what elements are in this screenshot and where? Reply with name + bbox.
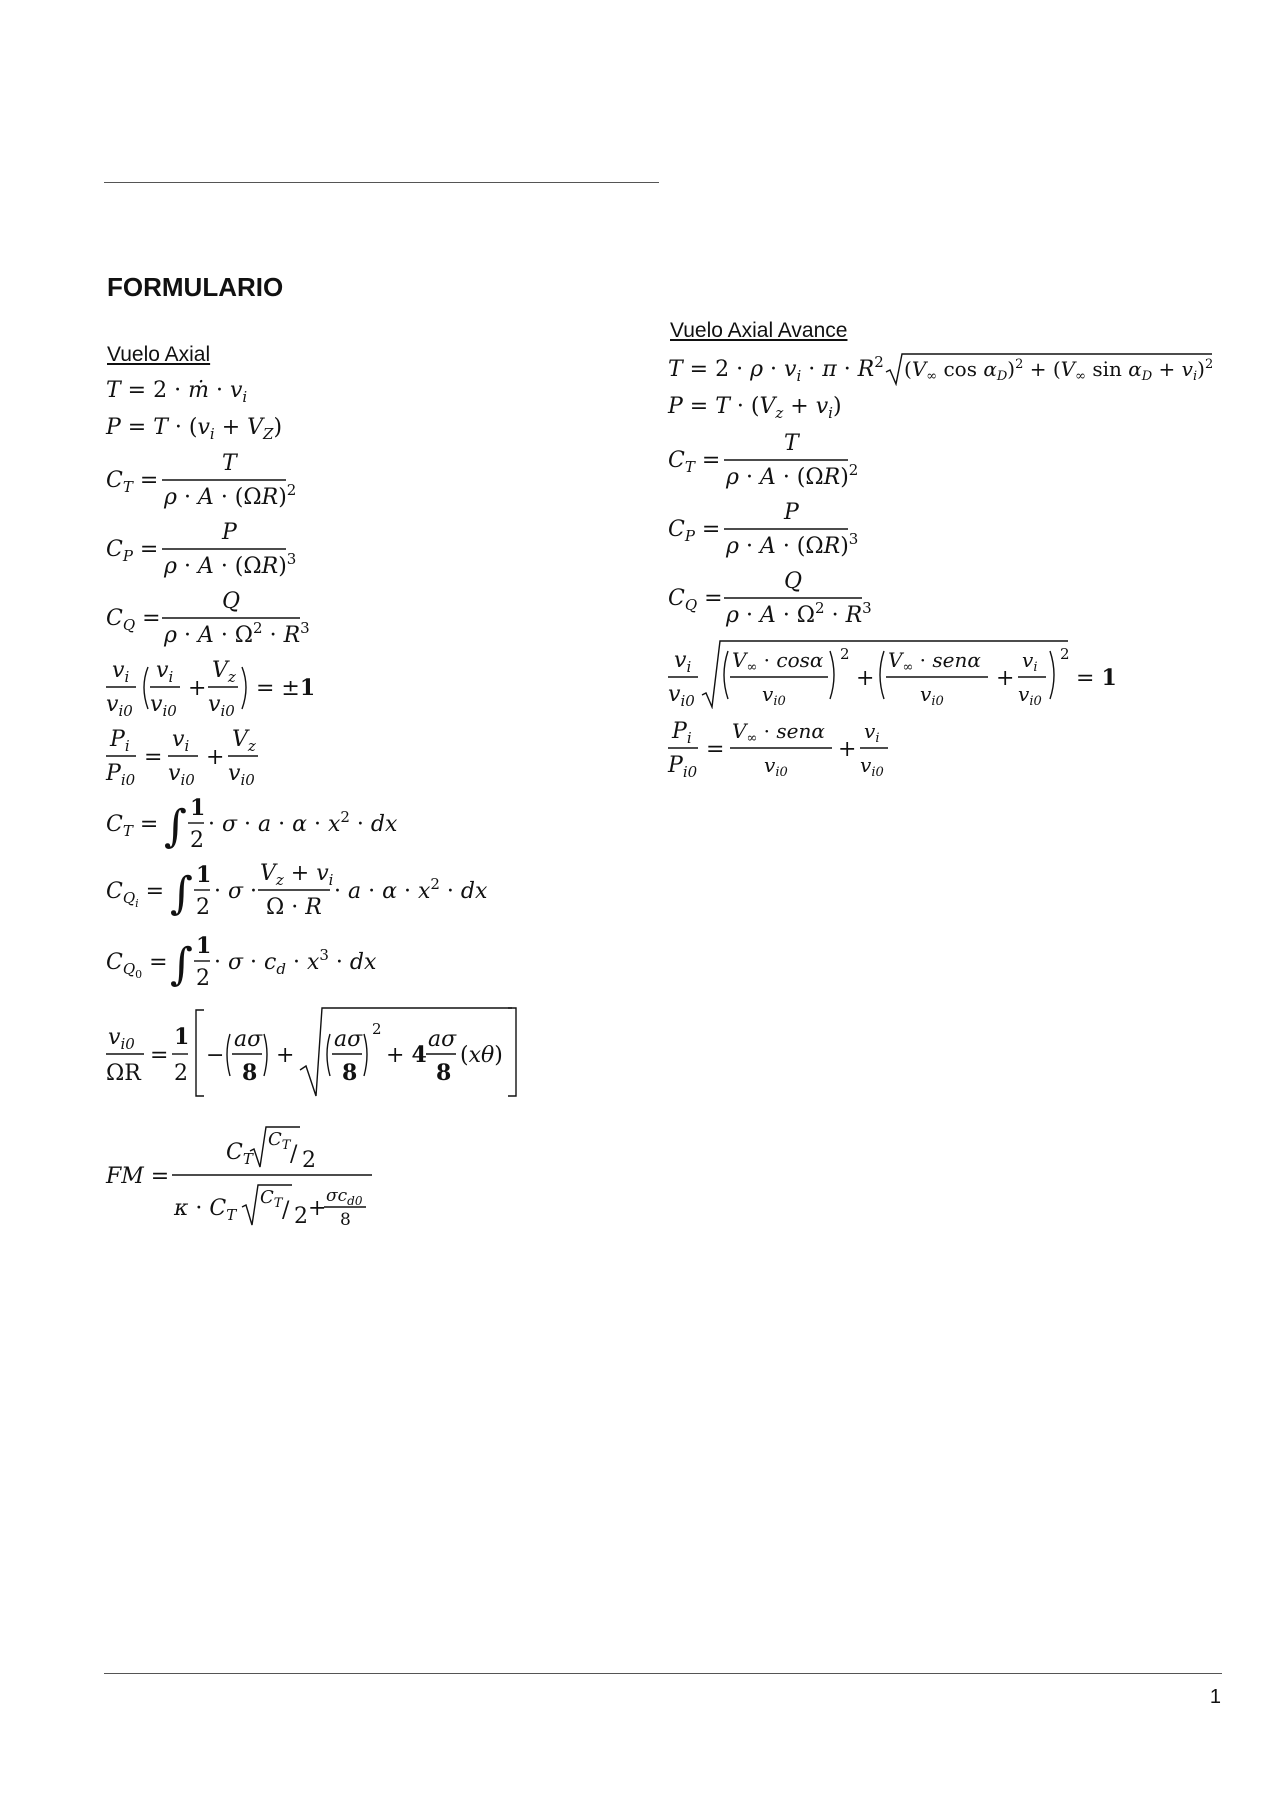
svg-text:∫: ∫ bbox=[170, 939, 193, 990]
svg-text:2: 2 bbox=[1060, 645, 1070, 663]
svg-text:vi0: $v_{i0}$ bbox=[1018, 682, 1042, 709]
equation-thrust-forward bbox=[666, 350, 1226, 391]
svg-text:ρ · A · (ΩR)2: $\rho \cdot A \cdot (\Omega R)^2$ bbox=[164, 481, 297, 510]
svg-text:ρ · A · (ΩR)2: $\rho \cdot A \cdot (\Omega R)^2$ bbox=[726, 461, 859, 490]
svg-text:CT: $C_T$ bbox=[226, 1140, 253, 1168]
equation-cq bbox=[104, 584, 564, 653]
equation-cq0-integral bbox=[104, 929, 564, 1000]
svg-text:P: P bbox=[784, 500, 799, 525]
svg-text:vi: $v_i$ bbox=[864, 719, 880, 746]
equation-vi-forward bbox=[666, 637, 1226, 714]
svg-text:CT =: $C_T$ = bbox=[668, 448, 721, 476]
svg-text:ρ · A · Ω2 · R3: $\rho \cdot A \cdot \Omega^2 \cdot R^3$ bbox=[164, 619, 310, 648]
svg-text:(V∞ cos αD)2 + (V∞ sin αD + vi: ($V_\infty$ $\cos \alpha_D)^2 + (V_\infty$ $\sin \alpha_D + v_i)^2$ bbox=[904, 357, 1214, 384]
equation-power-forward bbox=[666, 391, 1226, 426]
svg-text:vi0: $v_{i0}$ bbox=[150, 692, 177, 717]
svg-text:2: 2 bbox=[190, 828, 204, 853]
svg-text:Pi: $P_i$ bbox=[110, 727, 130, 755]
svg-text:vi0: $v_{i0}$ bbox=[108, 1025, 135, 1053]
svg-text:= ±1: = ±1 bbox=[256, 675, 316, 701]
svg-text:aσ: aσ bbox=[334, 1027, 363, 1052]
svg-text:vi: $v_i$ bbox=[1022, 648, 1038, 675]
svg-text:=: = bbox=[144, 745, 163, 770]
svg-text:Vz: $V_z$ bbox=[212, 658, 236, 686]
svg-text:1: 1 bbox=[196, 933, 212, 959]
svg-text:· σ ·: · σ · bbox=[214, 879, 258, 904]
svg-text:8: 8 bbox=[340, 1210, 351, 1230]
svg-text:vi0: $v_{i0}$ bbox=[168, 761, 195, 786]
svg-text:1: 1 bbox=[190, 795, 206, 821]
svg-text:T = 2 · ṁ · vi: T = 2 · ṁ · $v_i$ bbox=[106, 378, 248, 404]
svg-text:8: 8 bbox=[342, 1060, 358, 1086]
equation-cp bbox=[104, 515, 564, 584]
svg-text:aσ: aσ bbox=[234, 1027, 263, 1052]
svg-text:= 1: = 1 bbox=[1076, 665, 1117, 691]
svg-text:vi: $v_i$ bbox=[112, 658, 130, 686]
svg-text:2: 2 bbox=[302, 1148, 316, 1173]
svg-text:ρ · A · Ω2 · R3: $\rho \cdot A \cdot \Omega^2 \cdot R^3$ bbox=[726, 599, 872, 628]
svg-text:vi: $v_i$ bbox=[156, 658, 174, 686]
equation-vi0 bbox=[104, 1004, 564, 1105]
svg-text:CQ0 =: $C_Q0$ = bbox=[106, 950, 168, 981]
equation-cqi-integral bbox=[104, 858, 564, 929]
svg-text:2: 2 bbox=[196, 966, 210, 991]
svg-text:V∞ · cosα: $V_\infty \cdot \cos\alpha$ bbox=[732, 648, 824, 675]
section-heading-vuelo-axial: Vuelo Axial bbox=[107, 343, 211, 366]
svg-text:+: + bbox=[206, 745, 225, 770]
svg-text:+: + bbox=[856, 666, 875, 691]
svg-text:CT =: $C_T$ = bbox=[106, 468, 159, 496]
svg-text:vi0: $v_{i0}$ bbox=[208, 692, 235, 717]
svg-text:T: T bbox=[222, 451, 237, 476]
svg-text:ρ · A · (ΩR)3: $\rho \cdot A \cdot (\Omega R)^3$ bbox=[164, 550, 297, 579]
svg-text:aσ: aσ bbox=[428, 1027, 457, 1052]
svg-text:ρ · A · (ΩR)3: $\rho \cdot A \cdot (\Omega R)^3$ bbox=[726, 530, 859, 559]
svg-text:vi0: $v_{i0}$ bbox=[228, 761, 255, 786]
svg-text:2: 2 bbox=[372, 1020, 382, 1038]
svg-text:vi0: $v_{i0}$ bbox=[762, 682, 786, 709]
svg-text:κ · CT: $\kappa \cdot C_T$ bbox=[174, 1196, 237, 1224]
svg-text:CQ =: $C_Q$ = bbox=[106, 606, 161, 634]
svg-text:vi0: $v_{i0}$ bbox=[668, 682, 695, 709]
equation-power bbox=[104, 409, 564, 446]
svg-text:8: 8 bbox=[242, 1060, 258, 1086]
svg-text:FM =: FM = bbox=[106, 1164, 170, 1189]
svg-text:P: P bbox=[222, 520, 237, 545]
svg-text:CP =: $C_P$ = bbox=[668, 517, 721, 545]
equation-ct bbox=[104, 446, 564, 515]
svg-text:Pi: $P_i$ bbox=[672, 719, 692, 747]
header-rule bbox=[104, 182, 659, 183]
svg-text:=: = bbox=[706, 737, 725, 762]
svg-text:+: + bbox=[188, 676, 207, 701]
page-title: FORMULARIO bbox=[107, 272, 284, 302]
section-heading-vuelo-axial-avance: Vuelo Axial Avance bbox=[670, 319, 848, 342]
svg-text:1: 1 bbox=[196, 862, 212, 888]
equation-p-forward bbox=[666, 714, 1226, 785]
svg-text:2: 2 bbox=[840, 645, 850, 663]
equation-ct-forward bbox=[666, 426, 1226, 495]
svg-text:∫: ∫ bbox=[164, 801, 187, 852]
svg-text:vi0: $v_{i0}$ bbox=[764, 753, 788, 780]
equation-cq-forward bbox=[666, 564, 1226, 633]
svg-text:ΩR: ΩR bbox=[106, 1061, 141, 1086]
svg-text:T = 2 · ρ · vi · π · R2: $T = 2 \cdot \rho \cdot v_i \cdot \pi \cdot R^2$ bbox=[668, 353, 884, 385]
svg-text:Q: Q bbox=[222, 589, 241, 614]
equation-p-ratio bbox=[104, 722, 564, 791]
left-formula-column bbox=[104, 372, 564, 1236]
svg-text:Ω · R: Ω · R bbox=[266, 895, 322, 920]
svg-text:CQi =: $C_Qi$ = bbox=[106, 879, 165, 910]
svg-text:CT =: $C_T$ = bbox=[106, 812, 159, 840]
svg-text:vi0: $v_{i0}$ bbox=[860, 753, 884, 780]
right-formula-column bbox=[666, 350, 1226, 785]
svg-text:V∞ · senα: $V_\infty \cdot sen\alpha$ bbox=[732, 719, 825, 746]
svg-text:CT: $C_T$ bbox=[260, 1187, 283, 1211]
svg-text:CP =: $C_P$ = bbox=[106, 537, 159, 565]
svg-text:· a · α · x2 · dx: · $a \cdot \alpha \cdot x^2$ · dx bbox=[334, 875, 488, 904]
svg-text:∫: ∫ bbox=[170, 868, 193, 919]
svg-text:Pi0: $P_{i0}$ bbox=[106, 761, 136, 786]
svg-text:8: 8 bbox=[436, 1060, 452, 1086]
svg-text:V∞ · senα: $V_\infty \cdot sen\alpha$ bbox=[888, 648, 981, 675]
svg-text:vi0: $v_{i0}$ bbox=[920, 682, 944, 709]
svg-text:vi0: $v_{i0}$ bbox=[106, 692, 133, 717]
svg-text:+: + bbox=[996, 666, 1015, 691]
footer-rule bbox=[104, 1673, 1222, 1674]
svg-text:+: + bbox=[308, 1196, 327, 1221]
svg-text:+: + bbox=[276, 1043, 295, 1068]
svg-text:P = T · (Vz + vi): $P = T \cdot (V_z + v_i)$ bbox=[668, 394, 842, 421]
svg-text:2: 2 bbox=[196, 895, 210, 920]
equation-ct-integral bbox=[104, 791, 564, 858]
svg-text:=: = bbox=[150, 1043, 169, 1068]
svg-text:Vz: $V_z$ bbox=[232, 727, 256, 755]
svg-text:· σ · cd · x3 · dx: · $\sigma \cdot c_d \cdot x^3$ · dx bbox=[214, 946, 377, 978]
equation-vi-ratio bbox=[104, 653, 564, 722]
equation-thrust bbox=[104, 372, 564, 409]
svg-text:· σ · a · α · x2 · dx: · $\sigma \cdot a \cdot \alpha \cdot x^2$ · dx bbox=[208, 808, 398, 837]
svg-text:P = T · (vi + VZ): $P = T \cdot (v_i + V_Z)$ bbox=[106, 415, 283, 441]
svg-text:(xθ): (xθ) bbox=[460, 1043, 503, 1068]
svg-text:−: − bbox=[206, 1043, 225, 1068]
svg-text:1: 1 bbox=[174, 1024, 190, 1050]
svg-text:/: / bbox=[282, 1198, 290, 1223]
svg-text:vi: $v_i$ bbox=[674, 648, 692, 676]
svg-text:Q: Q bbox=[784, 569, 803, 594]
svg-text:/: / bbox=[290, 1142, 298, 1167]
equation-fm bbox=[104, 1121, 564, 1236]
page-number: 1 bbox=[1209, 1686, 1221, 1708]
svg-text:+: + bbox=[838, 737, 857, 762]
svg-text:σcd0: $\sigma c_{d0}$ bbox=[326, 1186, 363, 1208]
equation-cp-forward bbox=[666, 495, 1226, 564]
svg-text:+ 4: + 4 bbox=[386, 1042, 427, 1068]
svg-text:CQ =: $C_Q$ = bbox=[668, 586, 723, 614]
svg-text:vi: $v_i$ bbox=[172, 727, 190, 755]
svg-text:CT: $C_T$ bbox=[268, 1129, 291, 1153]
svg-text:Pi0: $P_{i0}$ bbox=[668, 753, 698, 780]
svg-text:2: 2 bbox=[294, 1204, 308, 1229]
svg-text:Vz + vi: $V_z + v_i$ bbox=[260, 861, 334, 889]
svg-text:2: 2 bbox=[174, 1061, 188, 1086]
svg-text:T: T bbox=[784, 431, 799, 456]
